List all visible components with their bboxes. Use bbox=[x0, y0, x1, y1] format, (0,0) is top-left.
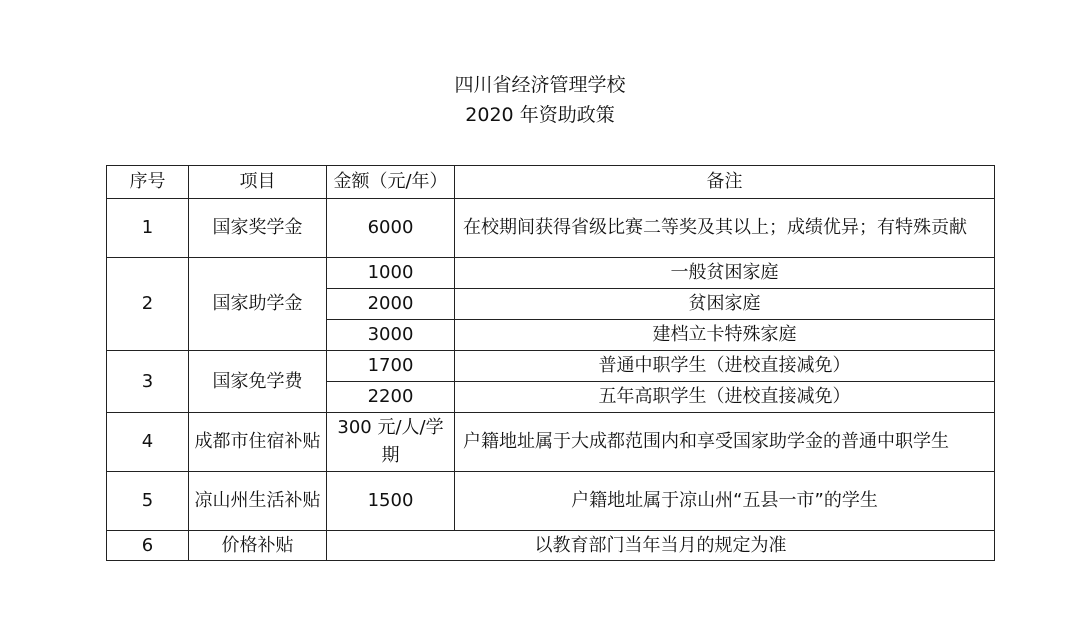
row-amount: 3000 bbox=[327, 320, 455, 351]
row-remark: 五年高职学生（进校直接减免） bbox=[455, 382, 995, 413]
funding-policy-table bbox=[106, 165, 995, 561]
row-remark: 普通中职学生（进校直接减免） bbox=[455, 351, 995, 382]
row-remark: 户籍地址属于大成都范围内和享受国家助学金的普通中职学生 bbox=[455, 413, 995, 472]
row-seq: 2 bbox=[107, 258, 189, 351]
table-row bbox=[107, 413, 995, 472]
row-remark: 建档立卡特殊家庭 bbox=[455, 320, 995, 351]
header-remark: 备注 bbox=[455, 166, 995, 199]
table-row bbox=[107, 258, 995, 289]
row-seq: 1 bbox=[107, 199, 189, 258]
document-title: 四川省经济管理学校 bbox=[454, 74, 626, 96]
row-remark: 在校期间获得省级比赛二等奖及其以上；成绩优异；有特殊贡献 bbox=[455, 199, 995, 258]
row-amount: 1000 bbox=[327, 258, 455, 289]
row-seq: 5 bbox=[107, 472, 189, 531]
row-item: 凉山州生活补贴 bbox=[189, 472, 327, 531]
header-amount: 金额（元/年） bbox=[327, 166, 455, 199]
table-row bbox=[107, 531, 995, 561]
row-item: 价格补贴 bbox=[189, 531, 327, 561]
row-seq: 3 bbox=[107, 351, 189, 413]
row-remark: 以教育部门当年当月的规定为准 bbox=[327, 531, 995, 561]
row-amount: 6000 bbox=[327, 199, 455, 258]
row-seq: 4 bbox=[107, 413, 189, 472]
row-amount: 1500 bbox=[327, 472, 455, 531]
row-amount: 2000 bbox=[327, 289, 455, 320]
row-item: 国家助学金 bbox=[189, 258, 327, 351]
table-row bbox=[107, 199, 995, 258]
header-seq: 序号 bbox=[107, 166, 189, 199]
row-remark: 一般贫困家庭 bbox=[455, 258, 995, 289]
row-amount: 2200 bbox=[327, 382, 455, 413]
header-item: 项目 bbox=[189, 166, 327, 199]
row-item: 成都市住宿补贴 bbox=[189, 413, 327, 472]
document-subtitle: 2020 年资助政策 bbox=[465, 104, 615, 126]
table-row bbox=[107, 472, 995, 531]
row-remark: 户籍地址属于凉山州“五县一市”的学生 bbox=[455, 472, 995, 531]
table-header-row bbox=[107, 166, 995, 199]
row-amount: 300 元/人/学期 bbox=[327, 413, 455, 472]
row-amount: 1700 bbox=[327, 351, 455, 382]
table-row bbox=[107, 351, 995, 382]
row-item: 国家奖学金 bbox=[189, 199, 327, 258]
row-remark: 贫困家庭 bbox=[455, 289, 995, 320]
row-item: 国家免学费 bbox=[189, 351, 327, 413]
document-header bbox=[0, 70, 1080, 130]
row-seq: 6 bbox=[107, 531, 189, 561]
